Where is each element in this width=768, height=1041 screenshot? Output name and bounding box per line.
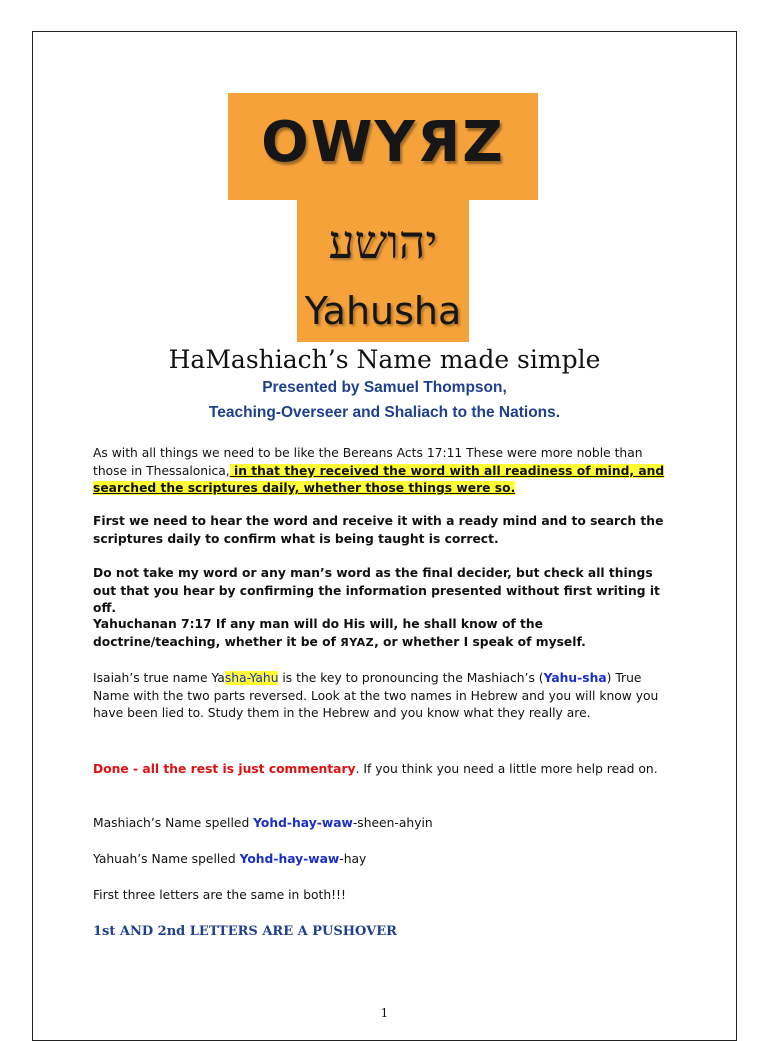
paragraph-hear-word: First we need to hear the word and receive it with a ready mind and to search the scriptures daily to confirm what is being taught is correct. (93, 514, 664, 546)
paragraph-first-three-letters: First three letters are the same in both!!! (93, 888, 346, 902)
paragraph-check-all-things: Do not take my word or any man’s word as the final decider, but check all things out that you hear by confirming the information presented without first writing it off. (93, 566, 660, 616)
yahu-sha-name: Yahu-sha (543, 671, 607, 685)
paleo-name-inline: ЯYAZ (340, 635, 375, 649)
paragraph-done (93, 761, 673, 779)
logo-latin-text: Yahusha (304, 289, 462, 333)
presenter-line: Presented by Samuel Thompson, (262, 379, 507, 396)
done-text: Done - all the rest is just commentary (93, 762, 356, 776)
section-heading-letters: 1st AND 2nd LETTERS ARE A PUSHOVER (93, 924, 397, 939)
yahuchanan-text-b: , or whether I speak of myself. (374, 634, 586, 649)
mashiach-spelling-a: Mashiach’s Name spelled (93, 816, 254, 830)
logo-hebrew-text: יהושע (328, 215, 438, 269)
page-number: 1 (380, 1006, 389, 1020)
isaiah-text-a: Isaiah’s true name Ya (93, 671, 225, 685)
logo-paleo-hebrew-text: OWYЯZ (261, 110, 505, 175)
isaiah-text-b: is the key to pronouncing the Mashiach’s ( (278, 671, 544, 685)
paragraph-bereans (93, 445, 673, 498)
paragraph-isaiah (93, 670, 673, 723)
paragraph-yahuah-spelling (93, 851, 673, 869)
page-title: HaMashiach’s Name made simple (168, 345, 601, 374)
mashiach-spelling-blue: Yohd-hay-waw (253, 816, 353, 830)
presenter-role-line: Teaching-Overseer and Shaliach to the Nations. (208, 404, 561, 421)
isaiah-highlight: sha-Yahu (224, 671, 279, 685)
yahuah-spelling-blue: Yohd-hay-waw (239, 852, 340, 866)
bereans-text: As with all things we need to be like the Bereans Acts 17:11 These were more noble than those in Thessalonica, (93, 446, 643, 478)
isaiah-text-c: ) True Name with the two parts reversed. Look at the two names in Hebrew and you will know you have been lied to. Study them in the Hebrew and you know what they really are. (93, 671, 659, 721)
paragraph-mashiach-spelling (93, 815, 673, 833)
paragraph-yahuchanan (93, 616, 673, 651)
yahuchanan-text-a: Yahuchanan 7:17 If any man will do His will, he shall know of the doctrine/teaching, whether it be of (93, 617, 543, 649)
bereans-highlight: in that they received the word with all readiness of mind, and searched the scriptures daily, whether those things were so. (93, 463, 665, 496)
yahuah-spelling-a: Yahuah’s Name spelled (93, 852, 240, 866)
yahuah-spelling-b: -hay (339, 852, 367, 866)
mashiach-spelling-b: -sheen-ahyin (352, 816, 433, 830)
done-rest-text: . If you think you need a little more help read on. (355, 762, 658, 776)
